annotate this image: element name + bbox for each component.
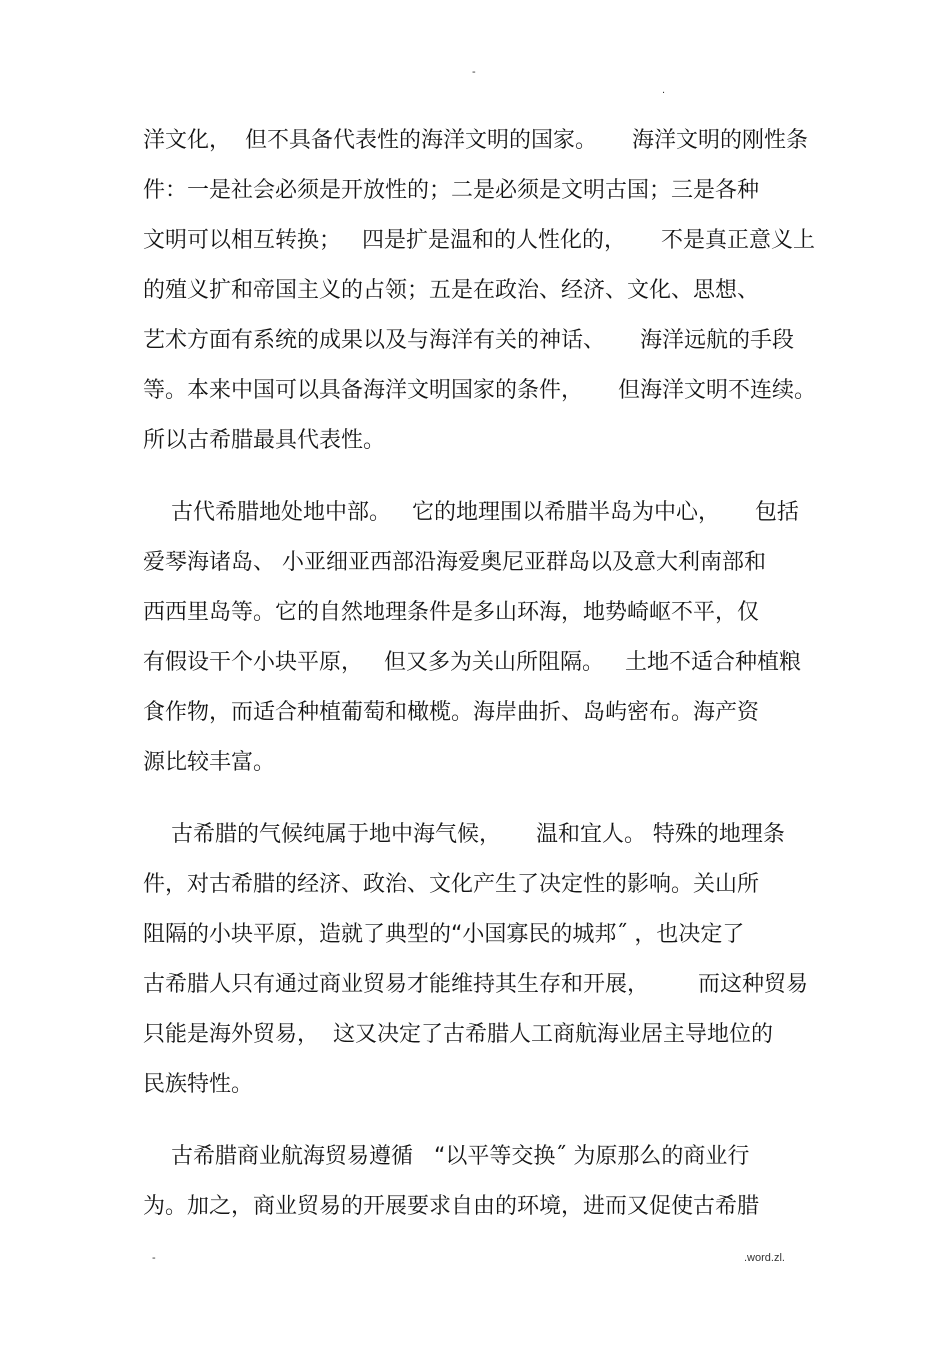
text-line: 的殖义扩和帝国主义的占领；五是在政治、经济、文化、思想、 <box>143 278 760 303</box>
text-line: 件：一是社会必须是开放性的；二是必须是文明古国；三是各种 <box>143 178 760 203</box>
text-line: 古代希腊地处地中部。 它的地理围以希腊半岛为中心， 包括 <box>143 500 799 525</box>
text-line: 古希腊人只有通过商业贸易才能维持其生存和开展， 而这种贸易 <box>143 972 808 997</box>
text-line: 等。本来中国可以具备海洋文明国家的条件， 但海洋文明不连续。 <box>143 378 816 403</box>
text-line: 古希腊商业航海贸易遵循 “以平等交换˝ 为原那么的商业行 <box>143 1144 750 1169</box>
text-line: 有假设干个小块平原， 但又多为关山所阻隔。 土地不适合种植粮 <box>143 650 801 675</box>
header-mark-left: - <box>472 66 476 78</box>
text-line: 洋文化， 但不具备代表性的海洋文明的国家。 海洋文明的刚性条 <box>143 128 808 153</box>
text-line: 阻隔的小块平原，造就了典型的“小国寡民的城邦˝ ，也决定了 <box>143 922 745 947</box>
text-line: 为。加之，商业贸易的开展要求自由的环境，进而又促使古希腊 <box>143 1194 760 1219</box>
footer-source: .word.zl. <box>744 1252 785 1264</box>
text-line: 爱琴海诸岛、 小亚细亚西部沿海爱奥尼亚群岛以及意大利南部和 <box>143 550 766 575</box>
text-line: 件，对古希腊的经济、政治、文化产生了决定性的影响。关山所 <box>143 872 760 897</box>
text-line: 西西里岛等。它的自然地理条件是多山环海，地势崎岖不平，仅 <box>143 600 760 625</box>
text-line: 民族特性。 <box>143 1072 254 1097</box>
text-line: 所以古希腊最具代表性。 <box>143 428 386 453</box>
text-line: 文明可以相互转换； 四是扩是温和的人性化的， 不是真正意义上 <box>143 228 815 253</box>
text-line: 艺术方面有系统的成果以及与海洋有关的神话、 海洋远航的手段 <box>143 328 794 353</box>
text-line: 只能是海外贸易， 这又决定了古希腊人工商航海业居主导地位的 <box>143 1022 773 1047</box>
text-line: 食作物，而适合种植葡萄和橄榄。海岸曲折、岛屿密布。海产资 <box>143 700 760 725</box>
header-mark-right: . <box>662 84 666 96</box>
text-line: 源比较丰富。 <box>143 750 276 775</box>
footer-mark-left: - <box>152 1252 156 1264</box>
text-line: 古希腊的气候纯属于地中海气候， 温和宜人。 特殊的地理条 <box>143 822 785 847</box>
